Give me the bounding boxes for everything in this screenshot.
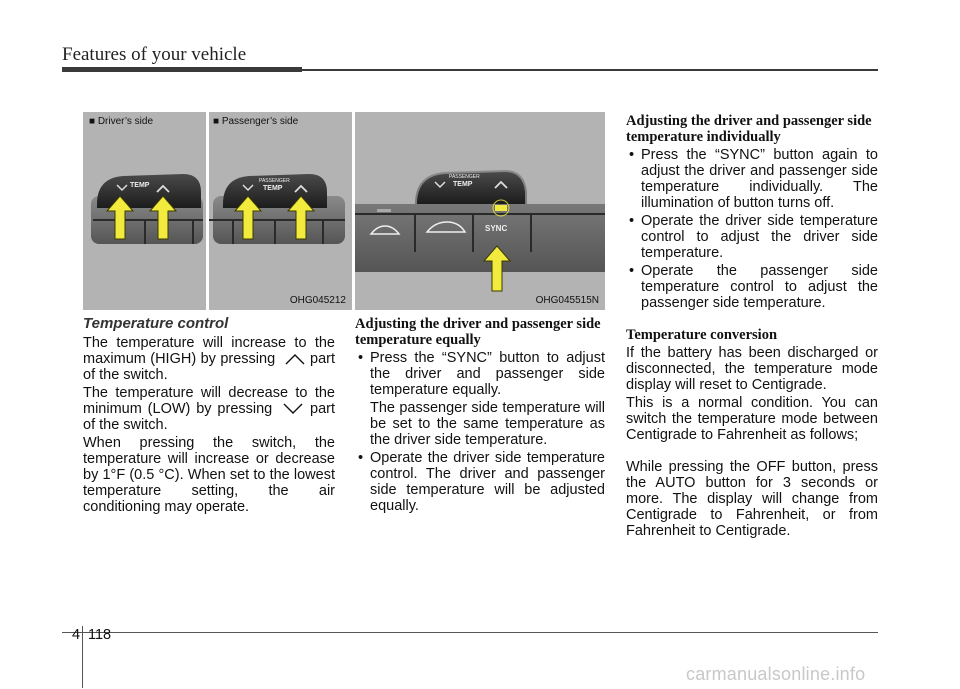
chevron-up-icon [284,353,306,365]
page-header-title: Features of your vehicle [62,44,247,65]
column-temperature-control [83,316,335,517]
decrease-text-tail: part of the switch. [83,401,336,433]
knob-temp-text: TEMP [130,182,150,189]
figure-divider [206,112,209,310]
header-rule-thick [62,67,302,72]
passenger-side-label: ■ Passenger’s side [213,116,299,127]
knob-passenger-text: PASSENGER [259,178,290,184]
bullet-press-sync-cont: The passenger side temperature will be set to the same temperature as the driver side temperature. [370,400,605,448]
paragraph-off-auto: While pressing the OFF button, press the AUTO button for 3 seconds or more. The display will change from Centigrade to Fahrenheit, or from Fahrenheit to Centigrade. [626,459,878,539]
increase-text: The temperature will increase to the maximum (HIGH) by pressing [83,335,335,367]
chevron-down-icon [282,403,304,415]
figure-temp-switch [83,112,352,310]
chapter-number: 4 [72,627,81,643]
column-individual [626,113,878,541]
heading-adjust-individually: Adjusting the driver and passenger side temperature individually [626,113,872,145]
bullet-driver-control: • Operate the driver side temperature control to adjust the driver side temperature. [626,213,878,261]
bullet-operate-driver: • Operate the driver side temperature control. The driver and passenger side temperature will be adjusted equally. [355,450,605,514]
figure-sync-button [355,112,605,310]
paragraph-normal-condition: This is a normal condition. You can switch the temperature mode between Centigrade to Fahrenheit as follows; [626,395,878,443]
heading-adjust-equally: Adjusting the driver and passenger side temperature equally [355,316,601,348]
knob-passenger-text-2: PASSENGER [449,174,480,180]
bullet-press-sync-again: • Press the “SYNC” button again to adjust the driver and passenger side temperature individually. The illumination of button turns off. [626,147,878,211]
paragraph-step: When pressing the switch, the temperature will increase or decrease by 1°F (0.5 °C). When set to the lowest temperature setting, the air conditioning may operate. [83,435,335,515]
page-number: 118 [88,627,112,643]
figure-code: OHG045212 [289,295,346,306]
figure-code-2: OHG045515N [535,295,599,306]
knob-passenger-temp-text: TEMP [263,185,283,192]
increase-text-tail: part of the switch. [83,351,336,383]
paragraph-battery: If the battery has been discharged or disconnected, the temperature mode display will reset to Centigrade. [626,345,878,393]
paragraph-decrease [83,385,335,433]
temp-switch-illustration [83,112,352,310]
column-sync-equal [355,316,605,516]
decrease-text: The temperature will decrease to the minimum (LOW) by pressing [83,385,335,417]
watermark: carmanualsonline.info [686,664,866,684]
heading-temperature-control: Temperature control [83,315,229,332]
heading-temperature-conversion: Temperature conversion [626,327,778,343]
paragraph-increase [83,335,335,383]
bullet-passenger-control: • Operate the passenger side temperature control to adjust the passenger side temperature. [626,263,878,311]
footer-rule [62,632,878,633]
sync-button-illustration [355,112,605,310]
header-rule-thin [302,69,878,71]
bullet-press-sync: • Press the “SYNC” button to adjust the driver and passenger side temperature equally. [355,350,605,398]
driver-side-label: ■ Driver’s side [89,116,154,127]
sync-button-text: SYNC [485,224,508,233]
knob-temp-text-2: TEMP [453,181,473,188]
footer-divider [82,626,83,688]
